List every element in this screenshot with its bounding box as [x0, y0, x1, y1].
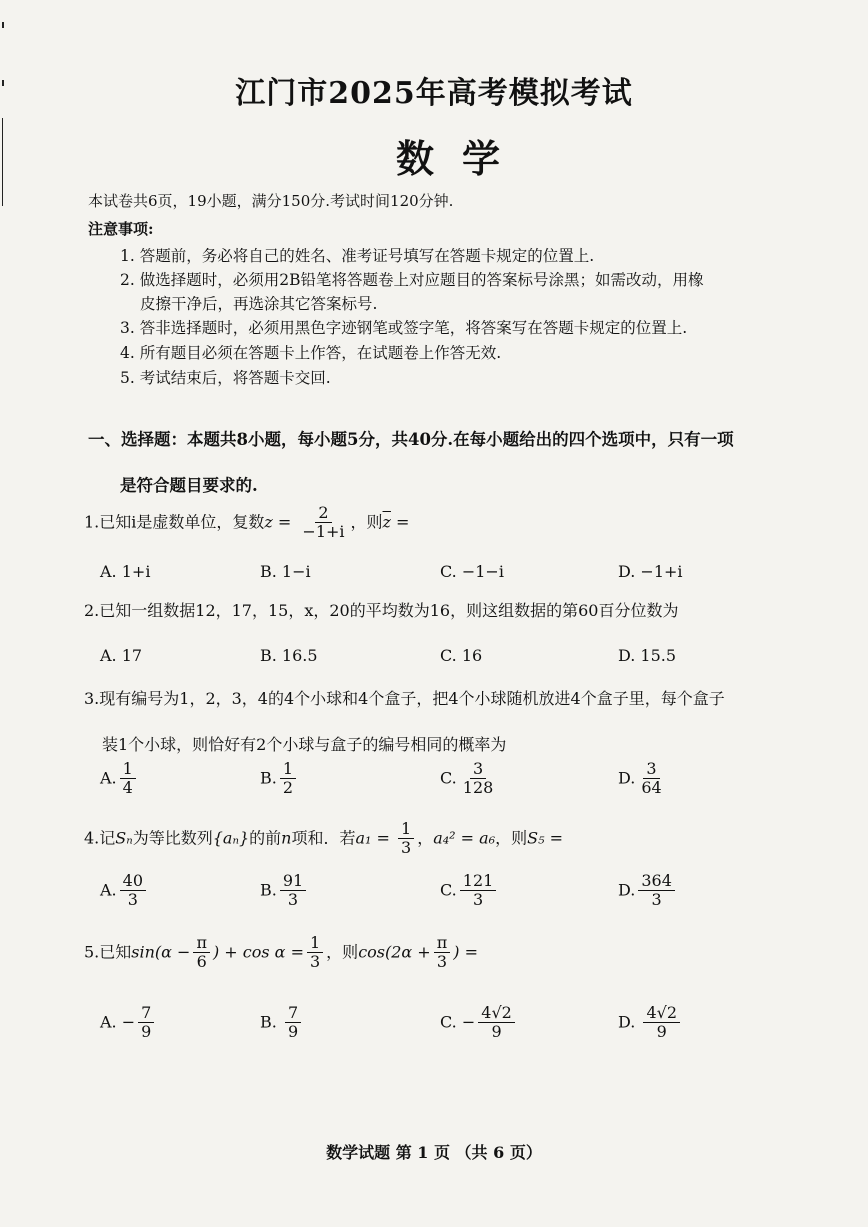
q4-a1: a₁	[355, 828, 372, 848]
q3-option-fraction	[460, 760, 497, 798]
q4-eq: =	[371, 828, 396, 848]
q5-option-num: 4√2	[478, 1004, 515, 1023]
q5-option-b	[260, 1004, 304, 1042]
q4-option-den: 3	[287, 890, 299, 910]
q5-fraction	[434, 934, 451, 972]
q4-option-c	[440, 872, 499, 910]
note-item: 3. 答非选择题时，必须用黑色字迹钢笔或签字笔，将答案写在答题卡规定的位置上.	[120, 319, 688, 337]
q4-sn: Sₙ	[115, 828, 133, 848]
question-3: 3.现有编号为1，2，3，4的4个小球和4个盒子，把4个小球随机放进4个盒子里，每个盒子	[84, 689, 725, 708]
q1-var: z	[264, 512, 273, 532]
q5-option-label: D.	[618, 1012, 636, 1032]
q5-expr: sin(α −	[131, 942, 191, 962]
q4-s5: S₅	[527, 828, 545, 848]
q4-option-label: D.	[618, 880, 636, 900]
q5-option-fraction	[138, 1004, 154, 1042]
q4-num: 1	[398, 820, 414, 839]
q4-option-label: A.	[100, 880, 117, 900]
q5-expr: ) + cos α =	[212, 942, 304, 962]
q3-option-a	[100, 760, 139, 798]
q5-option-fraction	[478, 1004, 515, 1042]
q5-option-sign: −	[461, 1012, 476, 1032]
question-4	[84, 820, 563, 858]
q3-option-label: A.	[100, 768, 117, 788]
section-heading: 一、选择题：本题共8小题，每小题5分，共40分.在每小题给出的四个选项中，只有一项	[88, 430, 734, 449]
q4-a4a6: a₄² = a₆	[433, 828, 496, 848]
q5-option-den: 9	[491, 1022, 502, 1042]
q4-option-b	[260, 872, 309, 910]
q3-option-label: C.	[440, 768, 457, 788]
q3-option-b	[260, 760, 299, 798]
q5-option-num: 7	[285, 1004, 301, 1023]
q5-option-num: 4√2	[643, 1004, 680, 1023]
q4-option-den: 3	[651, 890, 662, 910]
q1-fraction	[299, 504, 347, 542]
q4-option-num: 121	[460, 872, 497, 891]
q4-option-fraction	[638, 872, 675, 910]
q4-option-label: C.	[440, 880, 457, 900]
q1-suffix: ，则	[350, 512, 383, 532]
q3-option-den: 128	[462, 778, 494, 798]
q5-fraction	[307, 934, 323, 972]
q4-text: =	[544, 828, 564, 848]
note-item: 1. 答题前，务必将自己的姓名、准考证号填写在答题卡规定的位置上.	[120, 247, 595, 265]
q4-option-num: 91	[280, 872, 306, 891]
q2-option-c: C. 16	[440, 646, 483, 665]
q5-option-den: 9	[141, 1022, 152, 1042]
question-1	[84, 504, 409, 542]
q1-conj: $\overline{z}$	[382, 512, 391, 532]
q2-option-d: D. 15.5	[618, 646, 677, 665]
q3-option-fraction	[638, 760, 664, 798]
exam-title: 江门市2025年高考模拟考试	[235, 76, 633, 111]
q2-option-a: A. 17	[100, 646, 143, 665]
q4-text: ，	[417, 828, 434, 848]
q4-option-fraction	[280, 872, 306, 910]
q1-option-a: A. 1+i	[100, 562, 151, 581]
q5-option-a	[100, 1004, 157, 1042]
q5-expr: cos(2α +	[358, 942, 431, 962]
q5-option-num: 7	[138, 1004, 154, 1023]
q4-option-fraction	[120, 872, 146, 910]
q3-option-num: 1	[280, 760, 296, 779]
q3-option-num: 1	[120, 760, 136, 779]
q4-option-num: 40	[120, 872, 146, 891]
q1-option-b: B. 1−i	[260, 562, 311, 581]
q3-option-den: 2	[282, 778, 294, 798]
q4-option-den: 3	[127, 890, 138, 910]
intro-text: 本试卷共6页，19小题，满分150分.考试时间120分钟.	[88, 192, 454, 210]
q5-option-sign: −	[121, 1012, 136, 1032]
q3-option-num: 3	[470, 760, 486, 779]
q3-option-label: B.	[260, 768, 277, 788]
q5-option-fraction	[285, 1004, 301, 1042]
q3-option-c	[440, 760, 499, 798]
q5-option-label: A.	[100, 1012, 117, 1032]
q3-option-num: 3	[643, 760, 659, 779]
q4-text: 项和．若	[291, 828, 356, 848]
q5-num: π	[193, 934, 210, 953]
q3-option-den: 64	[641, 778, 662, 798]
q5-option-d	[618, 1004, 683, 1042]
q5-option-label: C.	[440, 1012, 457, 1032]
q1-option-d: D. −1+i	[618, 562, 683, 581]
section-heading-cont: 是符合题目要求的.	[120, 476, 258, 495]
q4-option-a	[100, 872, 149, 910]
q5-option-den: 9	[656, 1022, 667, 1042]
q4-option-fraction	[460, 872, 497, 910]
q1-prefix: 1.已知i是虚数单位，复数	[84, 512, 265, 532]
q4-text: 为等比数列	[132, 828, 213, 848]
q5-expr: ) =	[453, 942, 478, 962]
q5-fraction	[193, 934, 210, 972]
q3-option-d	[618, 760, 668, 798]
q3-option-fraction	[120, 760, 136, 798]
binding-mark	[2, 22, 4, 28]
q5-num: π	[434, 934, 451, 953]
q2-option-b: B. 16.5	[260, 646, 318, 665]
q5-text: ，则	[326, 942, 359, 962]
note-item: 5. 考试结束后，将答题卡交回.	[120, 369, 331, 387]
q3-option-den: 4	[122, 778, 133, 798]
q4-text: ，则	[495, 828, 528, 848]
q4-option-den: 3	[472, 890, 484, 910]
q5-den: 3	[309, 952, 321, 972]
q4-option-d	[618, 872, 678, 910]
page-footer: 数学试题 第 1 页 （共 6 页）	[326, 1143, 542, 1162]
q3-option-fraction	[280, 760, 296, 798]
q1-eq: =	[272, 512, 297, 532]
q1-num: 2	[315, 504, 331, 523]
q5-option-label: B.	[260, 1012, 277, 1032]
note-item: 2. 做选择题时，必须用2B铅笔将答题卷上对应题目的答案标号涂黑；如需改动，用橡	[120, 271, 704, 289]
q5-option-den: 9	[287, 1022, 299, 1042]
q5-text: 5.已知	[84, 942, 132, 962]
note-item: 4. 所有题目必须在答题卡上作答，在试题卷上作答无效.	[120, 344, 502, 362]
q1-option-c: C. −1−i	[440, 562, 504, 581]
question-5	[84, 934, 478, 972]
q4-text: 的前	[249, 828, 282, 848]
q5-den: 3	[436, 952, 448, 972]
question-2: 2.已知一组数据12，17，15，x，20的平均数为16，则这组数据的第60百分位数为	[84, 601, 679, 620]
q5-option-fraction	[643, 1004, 680, 1042]
q5-den: 6	[196, 952, 207, 972]
q4-n: n	[281, 828, 292, 848]
question-3-cont: 装1个小球，则恰好有2个小球与盒子的编号相同的概率为	[102, 735, 507, 754]
q4-option-num: 364	[638, 872, 675, 891]
q4-text: 4.记	[84, 828, 116, 848]
q1-den: −1+i	[302, 522, 345, 542]
q4-fraction	[398, 820, 414, 858]
notes-heading: 注意事项:	[88, 220, 154, 238]
q4-an: {aₙ}	[212, 828, 250, 848]
q3-option-label: D.	[618, 768, 636, 788]
q4-den: 3	[401, 838, 412, 858]
q1-end: =	[390, 512, 410, 532]
subject-title: 数学	[395, 136, 528, 181]
q5-num: 1	[307, 934, 323, 953]
q4-option-label: B.	[260, 880, 277, 900]
note-item-continued: 皮擦干净后，再选涂其它答案标号.	[140, 295, 378, 313]
q5-option-c	[440, 1004, 518, 1042]
